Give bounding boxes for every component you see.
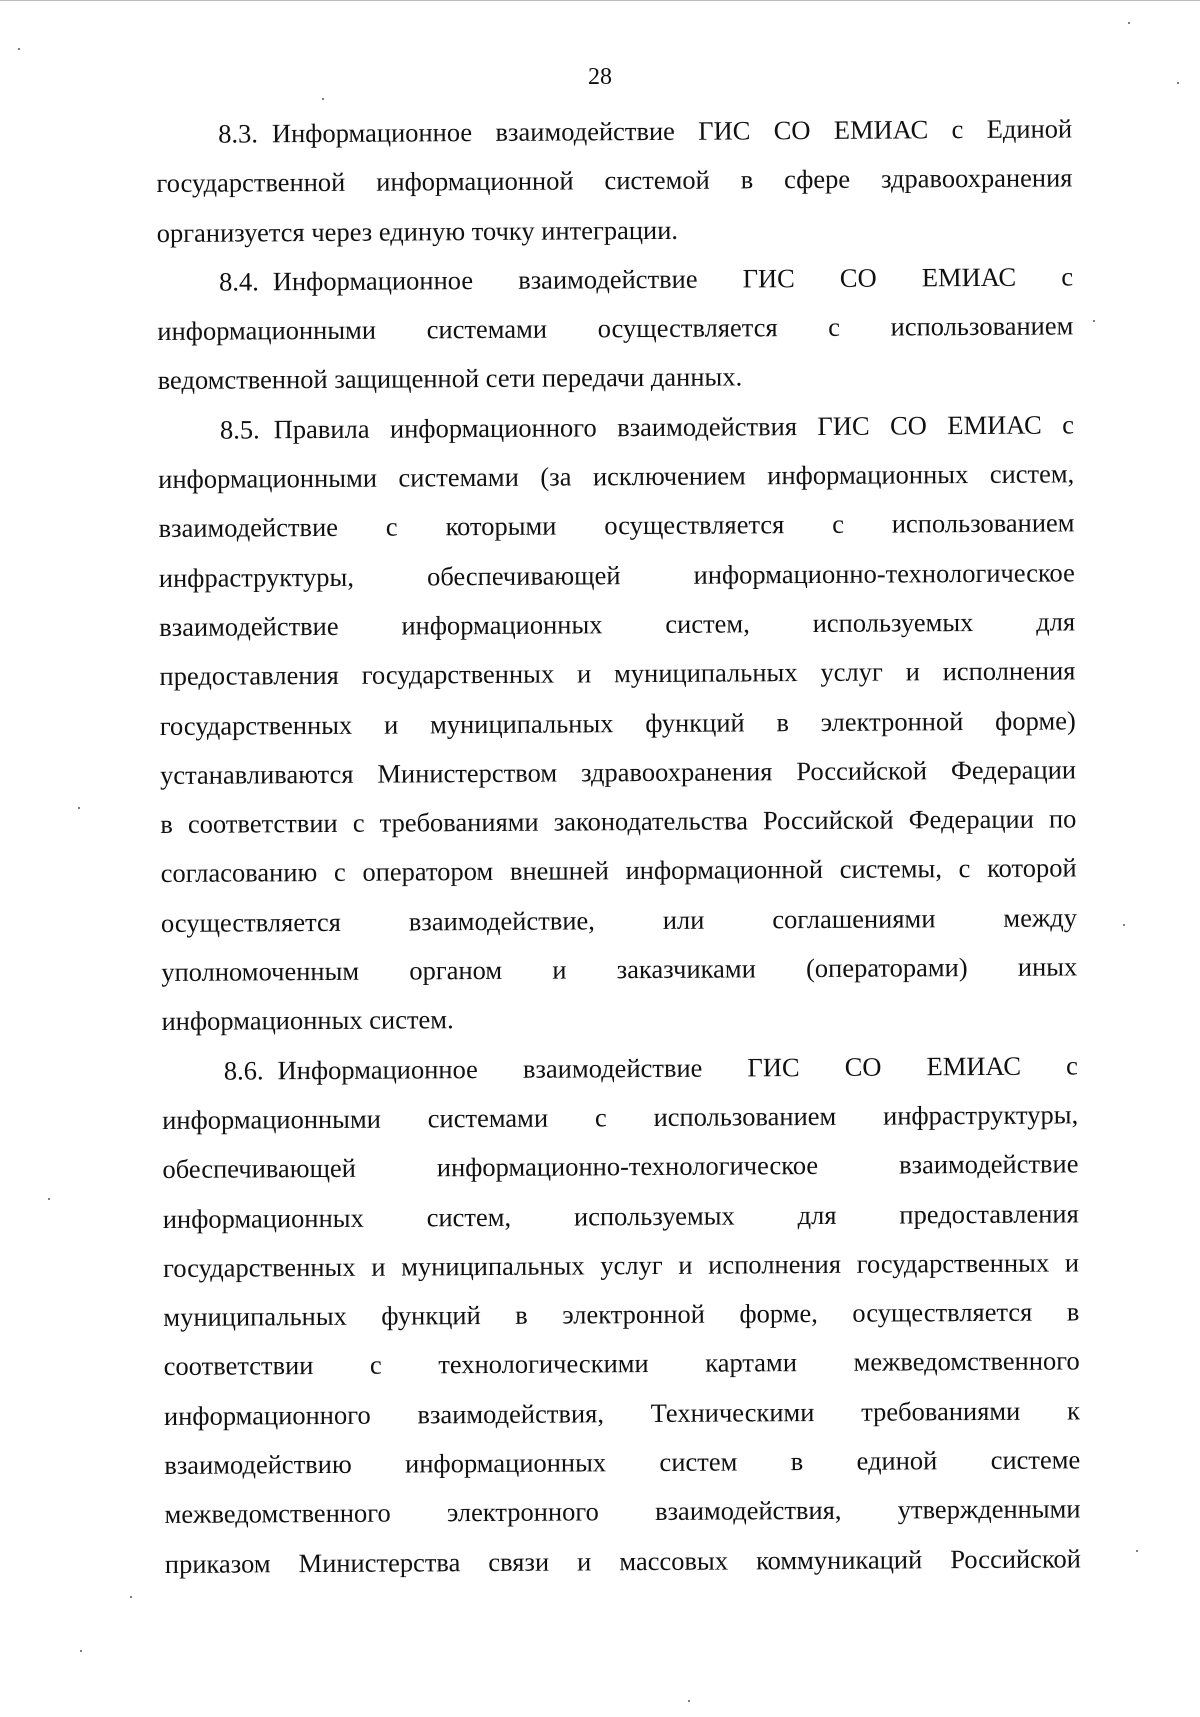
paragraph-8-4 [157, 252, 1074, 405]
scan-speck [688, 1700, 690, 1702]
scan-speck [1128, 22, 1130, 24]
paragraph-8-6 [162, 1041, 1081, 1589]
paragraph-line: взаимодействие информационных систем, используемых для [159, 606, 1076, 642]
paragraph-8-5 [158, 400, 1078, 1046]
paragraph-line: государственных и муниципальных услуг и исполнения государственных и [162, 1247, 1080, 1283]
paragraph-line: 8.5. Правила информационного взаимодействия ГИС СО ЕМИАС с [219, 409, 1075, 445]
paragraph-line: соответствии с технологическими картами межведомственного [163, 1345, 1080, 1382]
paragraph-line: обеспечивающей информационно-технологическое взаимодействие [162, 1148, 1079, 1185]
paragraph-line: государственных и муниципальных функций в электронной форме) [159, 704, 1076, 741]
paragraph-line: в соответствии с требованиями законодательства Российской Федерации по [160, 803, 1077, 840]
scan-speck [48, 1198, 50, 1200]
paragraph-line: уполномоченным органом и заказчиками (операторами) иных [161, 951, 1078, 988]
paragraph-line: информационных систем, используемых для предоставления [162, 1197, 1079, 1234]
page-number: 28 [588, 64, 612, 90]
scan-speck [18, 48, 20, 50]
paragraph-line: информационными системами (за исключением информационных систем, [158, 458, 1075, 495]
paragraph-line: информационного взаимодействия, Техническими требованиями к [163, 1395, 1081, 1431]
document-body [156, 104, 1081, 1588]
paragraph-line: организуется через единую точку интеграции. [156, 214, 679, 248]
scan-speck [322, 98, 324, 100]
paragraph-line: межведомственного электронного взаимодействия, утвержденными [164, 1493, 1081, 1530]
paragraph-8-3 [156, 104, 1073, 257]
paragraph-line: инфраструктуры, обеспечивающей информационно-технологическое [158, 557, 1075, 593]
paragraph-line: согласованию с оператором внешней информационной системы, с которой [160, 852, 1077, 889]
scan-speck [1177, 82, 1179, 84]
scan-speck [80, 1650, 82, 1652]
paragraph-number: 8.5. [219, 414, 260, 445]
scan-speck [78, 807, 80, 809]
paragraph-line: устанавливаются Министерством здравоохранения Российской Федерации [159, 754, 1077, 790]
scan-top-edge [0, 0, 1200, 1]
paragraph-line: взаимодействию информационных систем в единой системе [164, 1444, 1081, 1480]
paragraph-line: ведомственной защищенной сети передачи данных. [157, 361, 743, 396]
scan-speck [1123, 924, 1125, 926]
paragraph-number: 8.4. [218, 266, 259, 297]
paragraph-line: предоставления государственных и муниципальных услуг и исполнения [159, 655, 1076, 692]
paragraph-line: 8.4. Информационное взаимодействие ГИС СО ЕМИАС с [218, 261, 1074, 297]
paragraph-number: 8.6. [223, 1055, 264, 1086]
paragraph-line: информационными системами осуществляется с использованием [157, 310, 1074, 347]
paragraph-number: 8.3. [218, 118, 258, 149]
scan-speck [1136, 1550, 1138, 1552]
paragraph-line: муниципальных функций в электронной форме, осуществляется в [163, 1296, 1080, 1333]
paragraph-line: государственной информационной системой в сфере здравоохранения [156, 162, 1073, 199]
paragraph-line: 8.6. Информационное взаимодействие ГИС СО ЕМИАС с [223, 1050, 1078, 1086]
paragraph-line: взаимодействие с которыми осуществляется с использованием [158, 507, 1075, 544]
paragraph-line: осуществляется взаимодействие, или соглашениями между [160, 902, 1078, 938]
paragraph-line: 8.3. Информационное взаимодействие ГИС СО ЕМИАС с Единой [218, 113, 1073, 149]
paragraph-line: приказом Министерства связи и массовых коммуникаций Российской [164, 1542, 1081, 1579]
paragraph-line: информационных систем. [161, 1004, 454, 1037]
paragraph-line: информационными системами с использованием инфраструктуры, [162, 1099, 1079, 1135]
scan-speck [130, 1596, 132, 1598]
scan-speck [1093, 320, 1095, 322]
